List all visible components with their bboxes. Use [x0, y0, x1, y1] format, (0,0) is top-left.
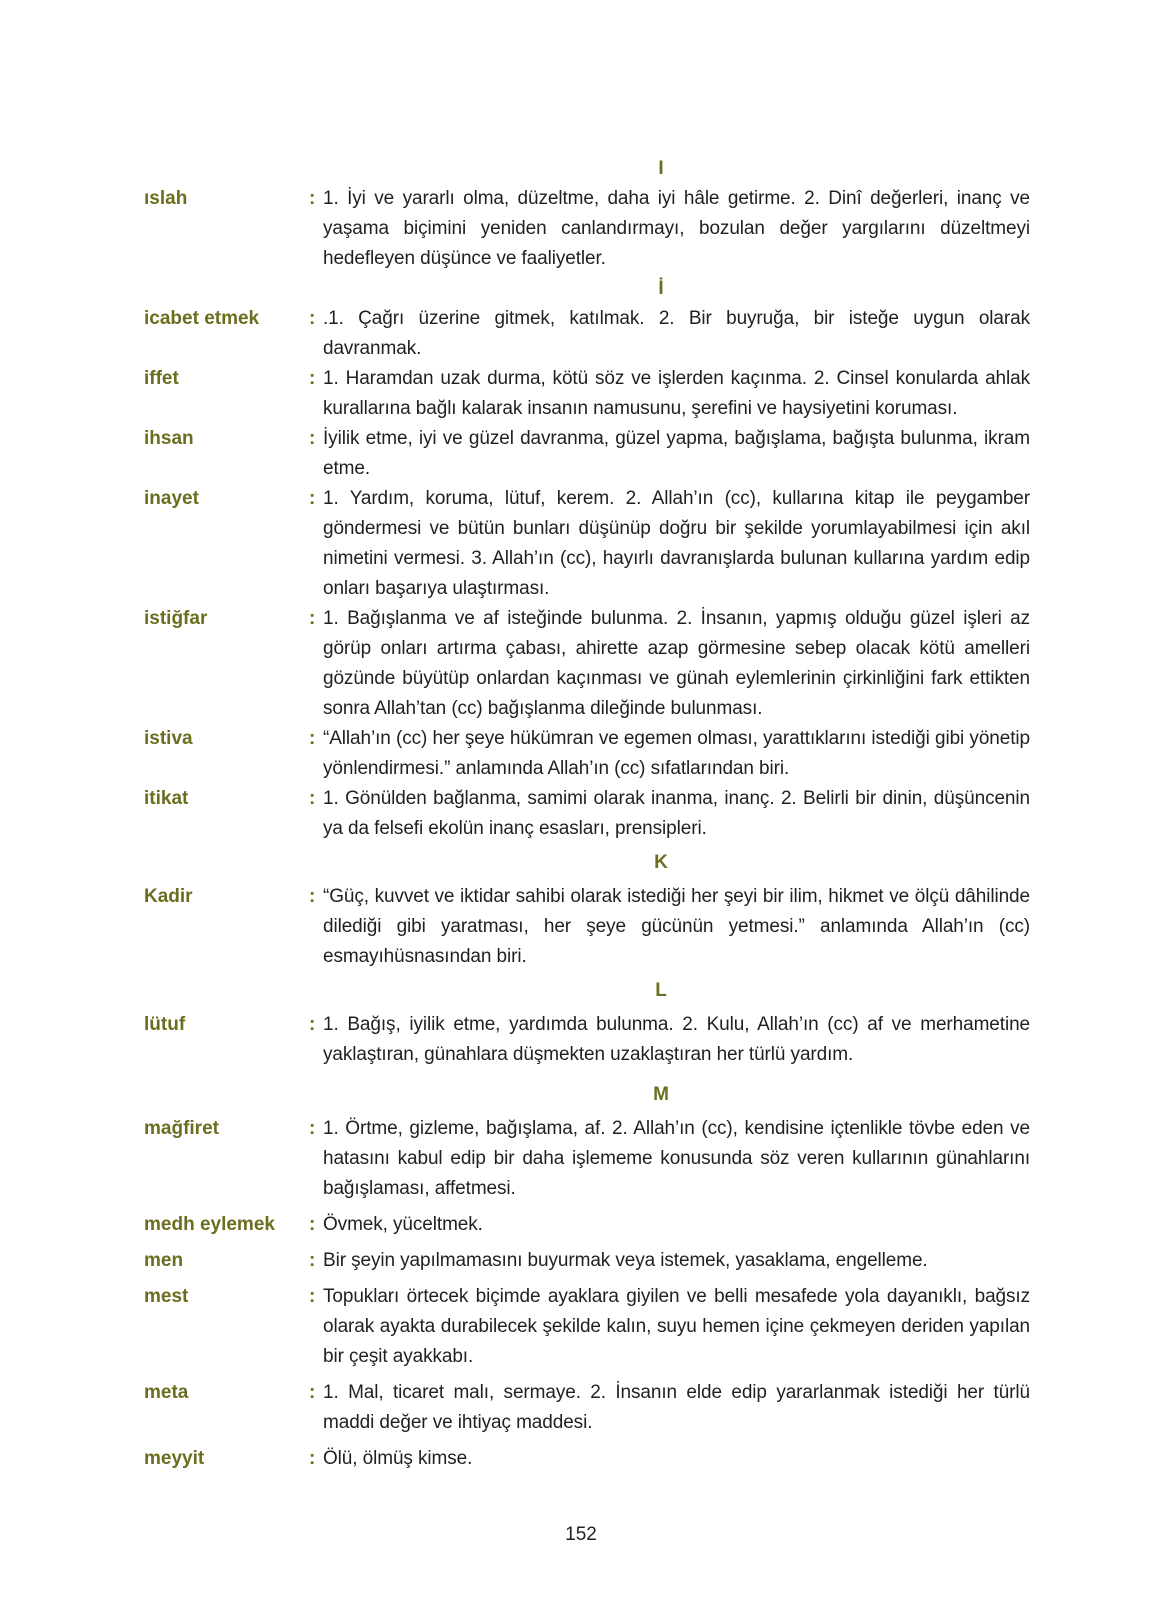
glossary-entry [144, 1444, 1030, 1474]
entry-colon: : [309, 1286, 316, 1307]
glossary-entry [144, 364, 1030, 424]
entry-colon: : [309, 428, 316, 449]
entry-definition: 1. İyi ve yararlı olma, düzeltme, daha iyi hâle getirme. 2. Dinî değerleri, inanç ve yaşama biçimini yeniden canlandırmayı, bozulan değer yargılarını düzeltmeyi hedefleyen düşünce ve faaliyetler. [323, 188, 1030, 269]
entry-colon: : [309, 1118, 316, 1139]
entry-colon: : [309, 1250, 316, 1271]
entry-term: Kadir [144, 886, 193, 907]
entry-definition: Topukları örtecek biçimde ayaklara giyilen ve belli mesafede yola dayanıklı, bağsız olarak ayakta durabilecek şekilde kalın, suyu hemen içine çekmeyen deriden yapılan bir çeşit ayakkabı. [323, 1286, 1030, 1367]
entry-definition: 1. Örtme, gizleme, bağışlama, af. 2. Allah’ın (cc), kendisine içtenlikle tövbe eden ve hatasını kabul edip bir daha işlememe konusunda söz veren kullarının günahlarını bağışlaması, affetmesi. [323, 1118, 1030, 1199]
glossary-entry [144, 304, 1030, 364]
entry-definition: 1. Haramdan uzak durma, kötü söz ve işlerden kaçınma. 2. Cinsel konularda ahlak kurallarına bağlı kalarak insanın namusunu, şerefini ve haysiyetini koruması. [323, 368, 1030, 419]
entry-definition: 1. Mal, ticaret malı, sermaye. 2. İnsanın elde edip yararlanmak istediği her türlü maddi değer ve ihtiyaç maddesi. [323, 1382, 1030, 1433]
entry-term: mest [144, 1286, 189, 1307]
entry-colon: : [309, 308, 316, 329]
section-letter-i: I [658, 158, 664, 179]
entry-definition: Ölü, ölmüş kimse. [323, 1448, 473, 1469]
entry-colon: : [309, 188, 316, 209]
entry-colon: : [309, 886, 316, 907]
entry-colon: : [309, 368, 316, 389]
entry-term: iffet [144, 368, 179, 389]
glossary-entry [144, 1210, 1030, 1240]
entry-colon: : [309, 1214, 316, 1235]
entry-definition: 1. Gönülden bağlanma, samimi olarak inanma, inanç. 2. Belirli bir dinin, düşüncenin ya da felsefi ekolün inanç esasları, prensipleri. [323, 788, 1030, 839]
section-letter-m: M [653, 1084, 669, 1105]
entry-term: ıslah [144, 188, 188, 209]
entry-term: istiğfar [144, 608, 208, 629]
entry-term: meta [144, 1382, 189, 1403]
entry-term: istiva [144, 728, 193, 749]
glossary-entry [144, 1378, 1030, 1438]
entry-definition: Övmek, yüceltmek. [323, 1214, 483, 1235]
glossary-entry [144, 604, 1030, 724]
entry-term: itikat [144, 788, 189, 809]
entry-definition: .1. Çağrı üzerine gitmek, katılmak. 2. Bir buyruğa, bir isteğe uygun olarak davranmak. [323, 308, 1030, 359]
entry-colon: : [309, 728, 316, 749]
glossary-entry [144, 1010, 1030, 1070]
entry-definition: Bir şeyin yapılmamasını buyurmak veya istemek, yasaklama, engelleme. [323, 1250, 928, 1271]
entry-term: inayet [144, 488, 199, 509]
entry-term: medh eylemek [144, 1214, 275, 1235]
entry-term: men [144, 1250, 184, 1271]
entry-definition: 1. Bağışlanma ve af isteğinde bulunma. 2. İnsanın, yapmış olduğu güzel işleri az görüp onları artırma çabası, ahirette azap görmesine sebep olacak kötü amelleri gözünde büyütüp onlardan kaçınması ve günah eylemlerinin çirkinliğini fark ettikten sonra Allah’tan (cc) bağışlanma dileğinde bulunması. [323, 608, 1030, 719]
entry-definition: 1. Yardım, koruma, lütuf, kerem. 2. Allah’ın (cc), kullarına kitap ile peygamber göndermesi ve bütün bunları düşünüp doğru bir şekilde yorumlayabilmesi için akıl nimetini vermesi. 3. Allah’ın (cc), hayırlı davranışlarda bulunan kullarına yardım edip onları başarıya ulaştırması. [323, 488, 1030, 599]
section-letter-i-dotted: İ [658, 278, 664, 299]
glossary-entry [144, 724, 1030, 784]
glossary-entry [144, 184, 1030, 274]
entry-colon: : [309, 1382, 316, 1403]
entry-colon: : [309, 788, 316, 809]
glossary-entry [144, 1114, 1030, 1204]
entry-definition: “Güç, kuvvet ve iktidar sahibi olarak istediği her şeyi bir ilim, hikmet ve ölçü dâhilinde dilediği gibi yaratması, her şeye gücünün yetmesi.” anlamında Allah’ın (cc) esmayıhüsnasından biri. [323, 886, 1030, 967]
glossary-entry [144, 784, 1030, 844]
entry-term: meyyit [144, 1448, 205, 1469]
entry-term: ihsan [144, 428, 194, 449]
glossary-entry [144, 1282, 1030, 1372]
section-letter-k: K [654, 852, 668, 873]
glossary-entry [144, 882, 1030, 972]
entry-term: lütuf [144, 1014, 186, 1035]
entry-colon: : [309, 1014, 316, 1035]
entry-term: icabet etmek [144, 308, 260, 329]
glossary-entry [144, 424, 1030, 484]
glossary [144, 154, 1030, 1474]
glossary-entry [144, 484, 1030, 604]
entry-colon: : [309, 1448, 316, 1469]
entry-colon: : [309, 488, 316, 509]
entry-colon: : [309, 608, 316, 629]
entry-definition: “Allah’ın (cc) her şeye hükümran ve egemen olması, yarattıklarını istediği gibi yönetip yönlendirmesi.” anlamında Allah’ın (cc) sıfatlarından biri. [323, 728, 1030, 779]
section-letter-l: L [655, 980, 667, 1001]
entry-term: mağfiret [144, 1118, 219, 1139]
entry-definition: İyilik etme, iyi ve güzel davranma, güzel yapma, bağışlama, bağışta bulunma, ikram etme. [323, 428, 1030, 479]
glossary-entry [144, 1246, 1030, 1276]
entry-definition: 1. Bağış, iyilik etme, yardımda bulunma. 2. Kulu, Allah’ın (cc) af ve merhametine yaklaştıran, günahlara düşmekten uzaklaştıran her türlü yardım. [323, 1014, 1030, 1065]
page-number: 152 [565, 1524, 597, 1545]
